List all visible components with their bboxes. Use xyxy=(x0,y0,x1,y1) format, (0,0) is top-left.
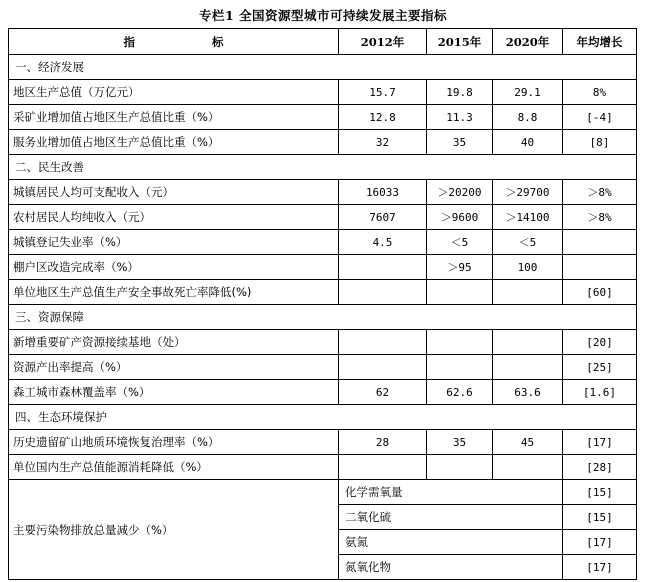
table-row xyxy=(9,80,637,105)
value-2012: 15.7 xyxy=(339,80,427,105)
pollutant-growth: [15] xyxy=(563,480,637,505)
value-2015: 62.6 xyxy=(427,380,493,405)
value-2012: 16033 xyxy=(339,180,427,205)
value-2012 xyxy=(339,255,427,280)
value-2015 xyxy=(427,355,493,380)
section-heading: 四、生态环境保护 xyxy=(9,405,637,430)
table-row xyxy=(9,130,637,155)
section-heading: 三、资源保障 xyxy=(9,305,637,330)
table-row xyxy=(9,355,637,380)
value-2020: ＞14100 xyxy=(493,205,563,230)
indicator-label: 城镇居民人均可支配收入（元） xyxy=(9,180,339,205)
value-growth: [-4] xyxy=(563,105,637,130)
header-2020: 2020年 xyxy=(493,29,563,55)
value-growth xyxy=(563,255,637,280)
value-2015: 11.3 xyxy=(427,105,493,130)
indicators-table xyxy=(8,28,637,580)
value-2012: 4.5 xyxy=(339,230,427,255)
value-growth: [25] xyxy=(563,355,637,380)
value-2015: ＞9600 xyxy=(427,205,493,230)
value-2015: 19.8 xyxy=(427,80,493,105)
value-2015: ＞20200 xyxy=(427,180,493,205)
indicator-label: 服务业增加值占地区生产总值比重（%） xyxy=(9,130,339,155)
value-2020 xyxy=(493,280,563,305)
value-growth: ＞8% xyxy=(563,180,637,205)
value-growth: ＞8% xyxy=(563,205,637,230)
value-2012: 28 xyxy=(339,430,427,455)
indicator-label: 历史遗留矿山地质环境恢复治理率（%） xyxy=(9,430,339,455)
value-2015 xyxy=(427,455,493,480)
value-2020: 8.8 xyxy=(493,105,563,130)
value-2015: ＞95 xyxy=(427,255,493,280)
value-growth: [60] xyxy=(563,280,637,305)
table-row xyxy=(9,455,637,480)
table-row xyxy=(9,330,637,355)
header-indicator: 指 标 xyxy=(9,29,339,55)
table-body xyxy=(9,55,637,580)
value-growth: [8] xyxy=(563,130,637,155)
pollutant-growth: [15] xyxy=(563,505,637,530)
value-2012 xyxy=(339,455,427,480)
table-row xyxy=(9,205,637,230)
value-growth: [1.6] xyxy=(563,380,637,405)
value-2012 xyxy=(339,355,427,380)
section-row xyxy=(9,155,637,180)
table-row xyxy=(9,380,637,405)
value-2015 xyxy=(427,330,493,355)
indicator-label: 棚户区改造完成率（%） xyxy=(9,255,339,280)
value-2012 xyxy=(339,280,427,305)
pollutant-name: 化学需氧量 xyxy=(339,480,563,505)
table-row xyxy=(9,430,637,455)
value-2012: 7607 xyxy=(339,205,427,230)
table-row xyxy=(9,280,637,305)
indicator-label: 资源产出率提高（%） xyxy=(9,355,339,380)
pollutant-row xyxy=(9,480,637,505)
value-growth xyxy=(563,230,637,255)
header-2015: 2015年 xyxy=(427,29,493,55)
indicator-label: 农村居民人均纯收入（元） xyxy=(9,205,339,230)
value-2012: 62 xyxy=(339,380,427,405)
value-2015: 35 xyxy=(427,130,493,155)
indicator-label: 新增重要矿产资源接续基地（处） xyxy=(9,330,339,355)
indicator-label: 森工城市森林覆盖率（%） xyxy=(9,380,339,405)
value-2020: 40 xyxy=(493,130,563,155)
value-2020: 29.1 xyxy=(493,80,563,105)
value-2012: 12.8 xyxy=(339,105,427,130)
pollutant-name: 氮氧化物 xyxy=(339,555,563,580)
header-2012: 2012年 xyxy=(339,29,427,55)
section-row xyxy=(9,405,637,430)
pollutant-group-label: 主要污染物排放总量减少（%） xyxy=(9,480,339,580)
value-2020 xyxy=(493,355,563,380)
value-2015 xyxy=(427,280,493,305)
value-growth: 8% xyxy=(563,80,637,105)
value-2012 xyxy=(339,330,427,355)
value-2020: ＜5 xyxy=(493,230,563,255)
section-heading: 一、经济发展 xyxy=(9,55,637,80)
value-2020 xyxy=(493,455,563,480)
table-row xyxy=(9,180,637,205)
value-2015: 35 xyxy=(427,430,493,455)
value-growth: [17] xyxy=(563,430,637,455)
header-growth: 年均增长 xyxy=(563,29,637,55)
indicator-label: 单位国内生产总值能源消耗降低（%） xyxy=(9,455,339,480)
value-2020: 45 xyxy=(493,430,563,455)
value-2020: 63.6 xyxy=(493,380,563,405)
table-row xyxy=(9,230,637,255)
section-row xyxy=(9,305,637,330)
indicator-label: 地区生产总值（万亿元） xyxy=(9,80,339,105)
indicator-label: 单位地区生产总值生产安全事故死亡率降低(%) xyxy=(9,280,339,305)
table-row xyxy=(9,255,637,280)
table-row xyxy=(9,105,637,130)
header-row xyxy=(9,29,637,55)
indicator-label: 采矿业增加值占地区生产总值比重（%） xyxy=(9,105,339,130)
section-row xyxy=(9,55,637,80)
table-title: 专栏1 全国资源型城市可持续发展主要指标 xyxy=(198,8,448,23)
pollutant-name: 氨氮 xyxy=(339,530,563,555)
pollutant-growth: [17] xyxy=(563,555,637,580)
value-growth: [20] xyxy=(563,330,637,355)
value-growth: [28] xyxy=(563,455,637,480)
pollutant-growth: [17] xyxy=(563,530,637,555)
pollutant-name: 二氧化硫 xyxy=(339,505,563,530)
value-2012: 32 xyxy=(339,130,427,155)
value-2020 xyxy=(493,330,563,355)
value-2020: 100 xyxy=(493,255,563,280)
indicator-label: 城镇登记失业率（%） xyxy=(9,230,339,255)
value-2020: ＞29700 xyxy=(493,180,563,205)
section-heading: 二、民生改善 xyxy=(9,155,637,180)
value-2015: ＜5 xyxy=(427,230,493,255)
